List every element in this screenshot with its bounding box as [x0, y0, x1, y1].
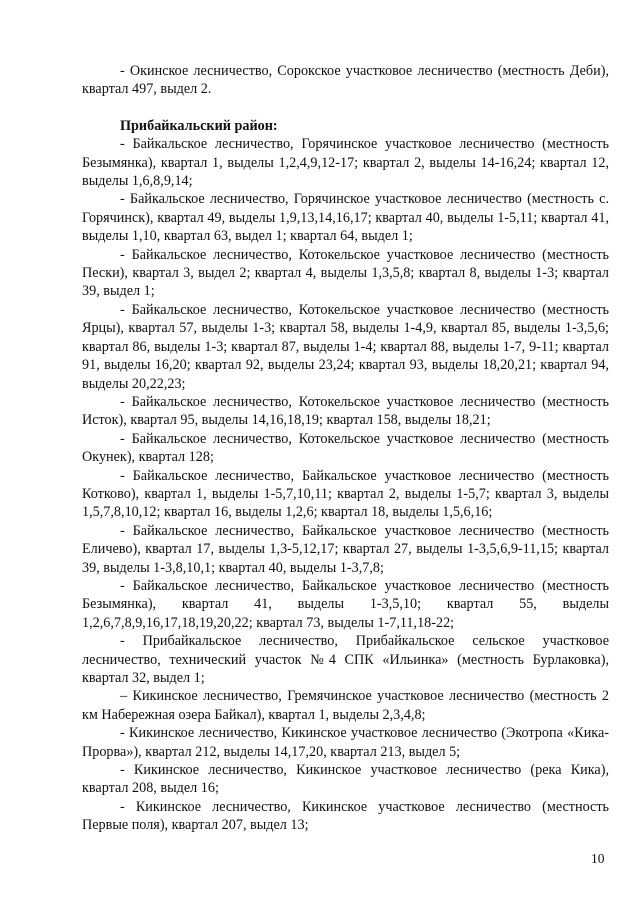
intro-paragraph: - Окинское лесничество, Сорокское участковое лесничество (местность Деби), квартал 497, выдел 2. — [82, 63, 609, 98]
entry-paragraph: - Байкальское лесничество, Котокельское участковое лесничество (местность Окунек), квартал 128; — [82, 430, 609, 466]
entry-paragraph: - Кикинское лесничество, Кикинское участковое лесничество (река Кика), квартал 208, выдел 16; — [82, 762, 609, 797]
entry-paragraph: - Кикинское лесничество, Кикинское участковое лесничество (Экотропа «Кика-Прорва»), квартал 212, выделы 14,17,20, квартал 213, выдел 5; — [82, 725, 609, 760]
entry-paragraph: - Кикинское лесничество, Кикинское участковое лесничество (местность Первые поля), квартал 207, выдел 13; — [82, 798, 609, 834]
document-body — [82, 62, 609, 835]
entry-paragraph: - Байкальское лесничество, Котокельское участковое лесничество (местность Пески), квартал 3, выдел 2; квартал 4, выделы 1,3,5,8; квартал 8, выделы 1-3; квартал 39, выдел 1; — [82, 246, 609, 300]
entry-paragraph: – Кикинское лесничество, Гремячинское участковое лесничество (местность 2 км Набережная озера Байкал), квартал 1, выделы 2,3,4,8; — [82, 688, 609, 723]
entry-paragraph: - Байкальское лесничество, Горячинское участковое лесничество (местность Безымянка), квартал 1, выделы 1,2,4,9,12-17; квартал 2, выделы 14-16,24; квартал 12, выделы 1,6,8,9,14; — [82, 136, 609, 190]
entry-paragraph: - Прибайкальское лесничество, Прибайкальское сельское участковое лесничество, технический участок №4 СПК «Ильинка» (местность Бурлаковка), квартал 32, выдел 1; — [82, 633, 609, 686]
entry-paragraph: - Байкальское лесничество, Байкальское участковое лесничество (местность Еличево), квартал 17, выделы 1,3-5,12,17; квартал 27, выделы 1-3,5,6,9-11,15; квартал 39, выделы 1-3,8,10,1; квартал 40, выделы 1-3,7,8; — [82, 522, 609, 576]
entry-paragraph: - Байкальское лесничество, Котокельское участковое лесничество (местность Ярцы), квартал 57, выделы 1-3; квартал 58, выделы 1-4,9, квартал 85, выделы 1-3,5,6; квартал 86, выделы 1-3; квартал 87, выделы 1-4; квартал 88, выделы 1-7, 9-11; квартал 91, выделы 16,20; квартал 92, выделы 23,24; квартал 93, выделы 18,20,21; квартал 94, выделы 20,22,23; — [82, 301, 609, 392]
page-number: 10 — [591, 851, 605, 866]
entry-paragraph: - Байкальское лесничество, Котокельское участковое лесничество (местность Исток), квартал 95, выделы 14,16,18,19; квартал 158, выделы 18,21; — [82, 393, 609, 429]
entry-paragraph: - Байкальское лесничество, Байкальское участковое лесничество (местность Безымянка), квартал 41, выделы 1-3,5,10; квартал 55, выделы 1,2,6,7,8,9,16,17,18,19,20,22; квартал 73, выделы 1-7,11,18-22; — [82, 577, 609, 631]
entry-paragraph: - Байкальское лесничество, Горячинское участковое лесничество (местность с. Горячинск), квартал 49, выделы 1,9,13,14,16,17; квартал 40, выделы 1-5,11; квартал 41, выделы 1,10, квартал 63, выдел 1; квартал 64, выдел 1; — [82, 191, 609, 245]
entry-paragraph: - Байкальское лесничество, Байкальское участковое лесничество (местность Котково), квартал 1, выделы 1-5,7,10,11; квартал 2, выделы 1-5,7; квартал 3, выделы 1,5,7,8,10,12; квартал 16, выделы 1,2,6; квартал 18, выделы 1,5,6,16; — [82, 467, 609, 521]
paragraph-gap — [82, 99, 609, 117]
district-heading: Прибайкальский район: — [120, 117, 278, 134]
